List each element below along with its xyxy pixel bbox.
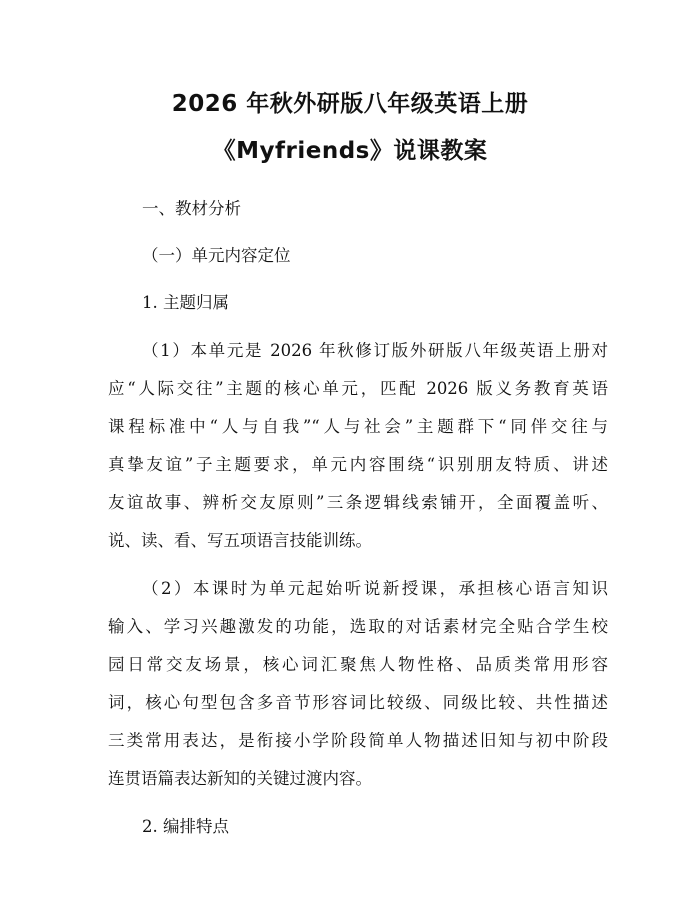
paragraph-1-line: 友谊故事、辨析交友原则”三条逻辑线索铺开，全面覆盖听、 (108, 493, 608, 512)
paragraph-2-line: 连贯语篇表达新知的关键过渡内容。 (108, 769, 372, 788)
paragraph-2-line: 园日常交友场景，核心词汇聚焦人物性格、品质类常用形容 (108, 655, 608, 674)
section-heading-textbook-analysis: 一、教材分析 (142, 199, 241, 218)
paragraph-2-line: （2）本课时为单元起始听说新授课，承担核心语言知识 (142, 579, 608, 598)
document-title-line-1: 2026 年秋外研版八年级英语上册 (171, 91, 529, 117)
paragraph-1-line: 课程标准中“人与自我”“人与社会”主题群下“同伴交往与 (108, 417, 608, 436)
subsection-heading-unit-positioning: （一）单元内容定位 (142, 246, 291, 265)
paragraph-1-line: （1）本单元是 2026 年秋修订版外研版八年级英语上册对 (142, 341, 608, 360)
paragraph-2-line: 词，核心句型包含多音节形容词比较级、同级比较、共性描述 (108, 693, 608, 712)
item-heading-theme: 1. 主题归属 (142, 293, 229, 312)
paragraph-2-line: 三类常用表达，是衔接小学阶段简单人物描述旧知与初中阶段 (108, 731, 608, 750)
paragraph-1-line: 应“人际交往”主题的核心单元，匹配 2026 版义务教育英语 (108, 379, 608, 398)
paragraph-1-line: 真挚友谊”子主题要求，单元内容围绕“识别朋友特质、讲述 (108, 455, 608, 474)
paragraph-1-line: 说、读、看、写五项语言技能训练。 (108, 531, 372, 550)
paragraph-2-line: 输入、学习兴趣激发的功能，选取的对话素材完全贴合学生校 (108, 617, 608, 636)
document-title-line-2: 《Myfriends》说课教案 (212, 138, 488, 164)
item-heading-arrangement: 2. 编排特点 (142, 817, 229, 836)
